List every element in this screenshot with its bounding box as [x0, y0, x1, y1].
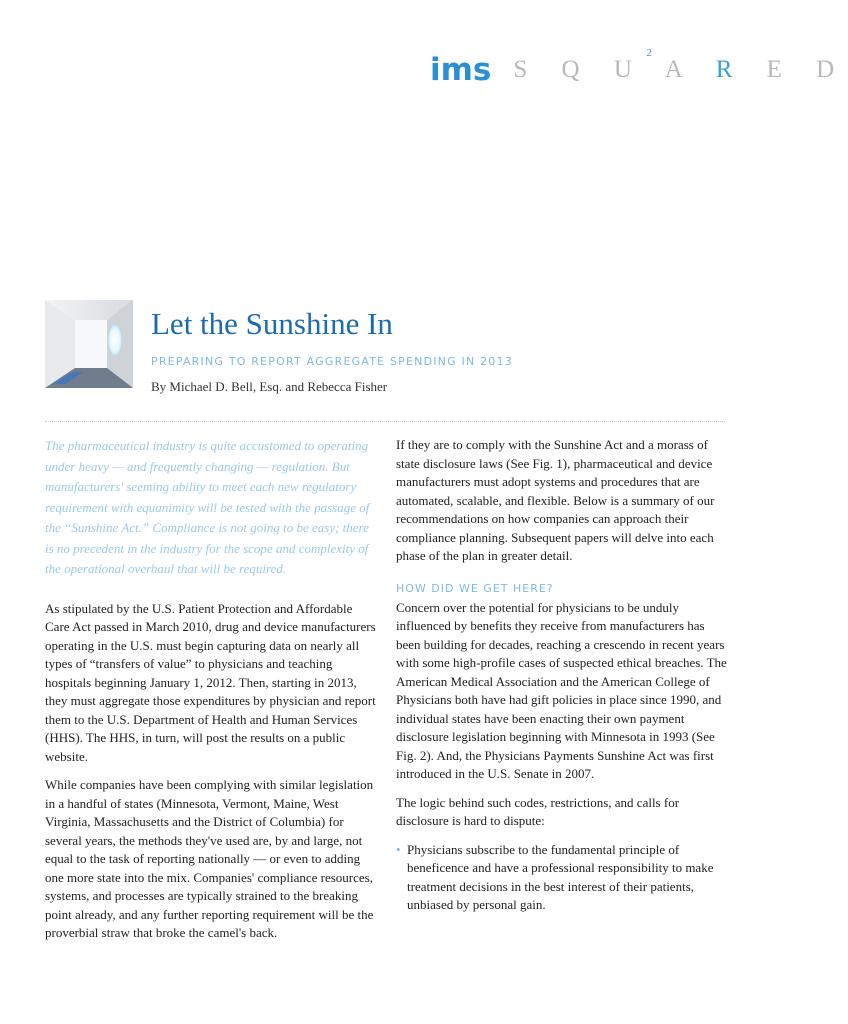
hero-corridor-image: [45, 300, 133, 388]
corridor-illustration: [45, 300, 133, 388]
list-item-text: Physicians subscribe to the fundamental principle of beneficence and have a professional responsibility to make treatment decisions in the best interest of their patients, unbiased by personal gain.: [407, 841, 714, 912]
bullet-list: [396, 841, 728, 915]
logo-squared-text: [513, 47, 848, 84]
logo-word-r: R: [715, 56, 747, 83]
ims-squared-logo: [430, 47, 848, 92]
body-paragraph: The logic behind such codes, restrictions, and calls for disclosure is hard to dispute:: [396, 794, 680, 828]
body-paragraph: As stipulated by the U.S. Patient Protection and Affordable Care Act passed in March 2010, drug and device manufacturers operating in the U.S. must begin capturing data on nearly all types of “transfers of value” to physicians and teaching hospitals beginning January 1, 2012. Then, starting in 2013, they must aggregate those expenditures by physician and report them to the U.S. Department of Health and Human Services (HHS). The HHS, in turn, will post the results on a public website.: [45, 600, 376, 764]
bullet-icon: •: [396, 841, 401, 857]
body-paragraph: Concern over the potential for physicians to be unduly influenced by benefits they receive from manufacturers has been building for decades, reaching a crescendo in recent years with some high-profile cases of suspected ethical breaches. The American Medical Association and the American College of Physicians both have had gift policies in place since 1990, and individual states have been enacting their own payment disclosure legislation beginning with Minnesota in 1993 (See Fig. 2). And, the Physicians Payments Sunshine Act was first introduced in the U.S. Senate in 2007.: [396, 599, 727, 781]
page-title: Let the Sunshine In: [151, 306, 393, 341]
page-subtitle: PREPARING TO REPORT AGGREGATE SPENDING IN 2013: [151, 355, 513, 368]
left-column: [45, 436, 378, 953]
section-heading: HOW DID WE GET HERE?: [396, 581, 554, 595]
logo-word-end: E D: [746, 56, 848, 83]
logo-ims-text: ims: [430, 51, 492, 88]
intro-paragraph: The pharmaceutical industry is quite accustomed to operating under heavy — and frequently changing — regulation. But manufacturers' seeming ability to meet each new regulatory requirement with equanimity will be tested with the passage of the “Sunshine Act.” Compliance is not going to be easy; there is no precedent in the industry for the scope and complexity of the operational overhaul that will be required.: [45, 438, 370, 576]
body-paragraph: While companies have been complying with similar legislation in a handful of states (Minnesota, Vermont, Maine, West Virginia, Massachusetts and the District of Columbia) for several years, the methods they've used are, by and large, not equal to the task of reporting nationally — or even to adding one more state into the mix. Companies' compliance resources, systems, and processes are typically strained to the breaking point already, and any further reporting requirement will be the proverbial straw that broke the camel's back.: [45, 777, 374, 940]
logo-word-start: S Q U A: [513, 56, 716, 83]
list-item: [396, 841, 728, 915]
logo-superscript: 2: [646, 47, 652, 59]
dotted-divider: [45, 421, 725, 422]
body-paragraph: If they are to comply with the Sunshine Act and a morass of state disclosure laws (See Fig. 1), pharmaceutical and device manufacturers must adopt systems and procedures that are automated, scalable, and flexible. Below is a summary of our recommendations on how companies can approach their compliance planning. Subsequent papers will delve into each phase of the plan in greater detail.: [396, 437, 715, 563]
byline: By Michael D. Bell, Esq. and Rebecca Fisher: [151, 379, 388, 394]
right-column: [396, 436, 728, 915]
